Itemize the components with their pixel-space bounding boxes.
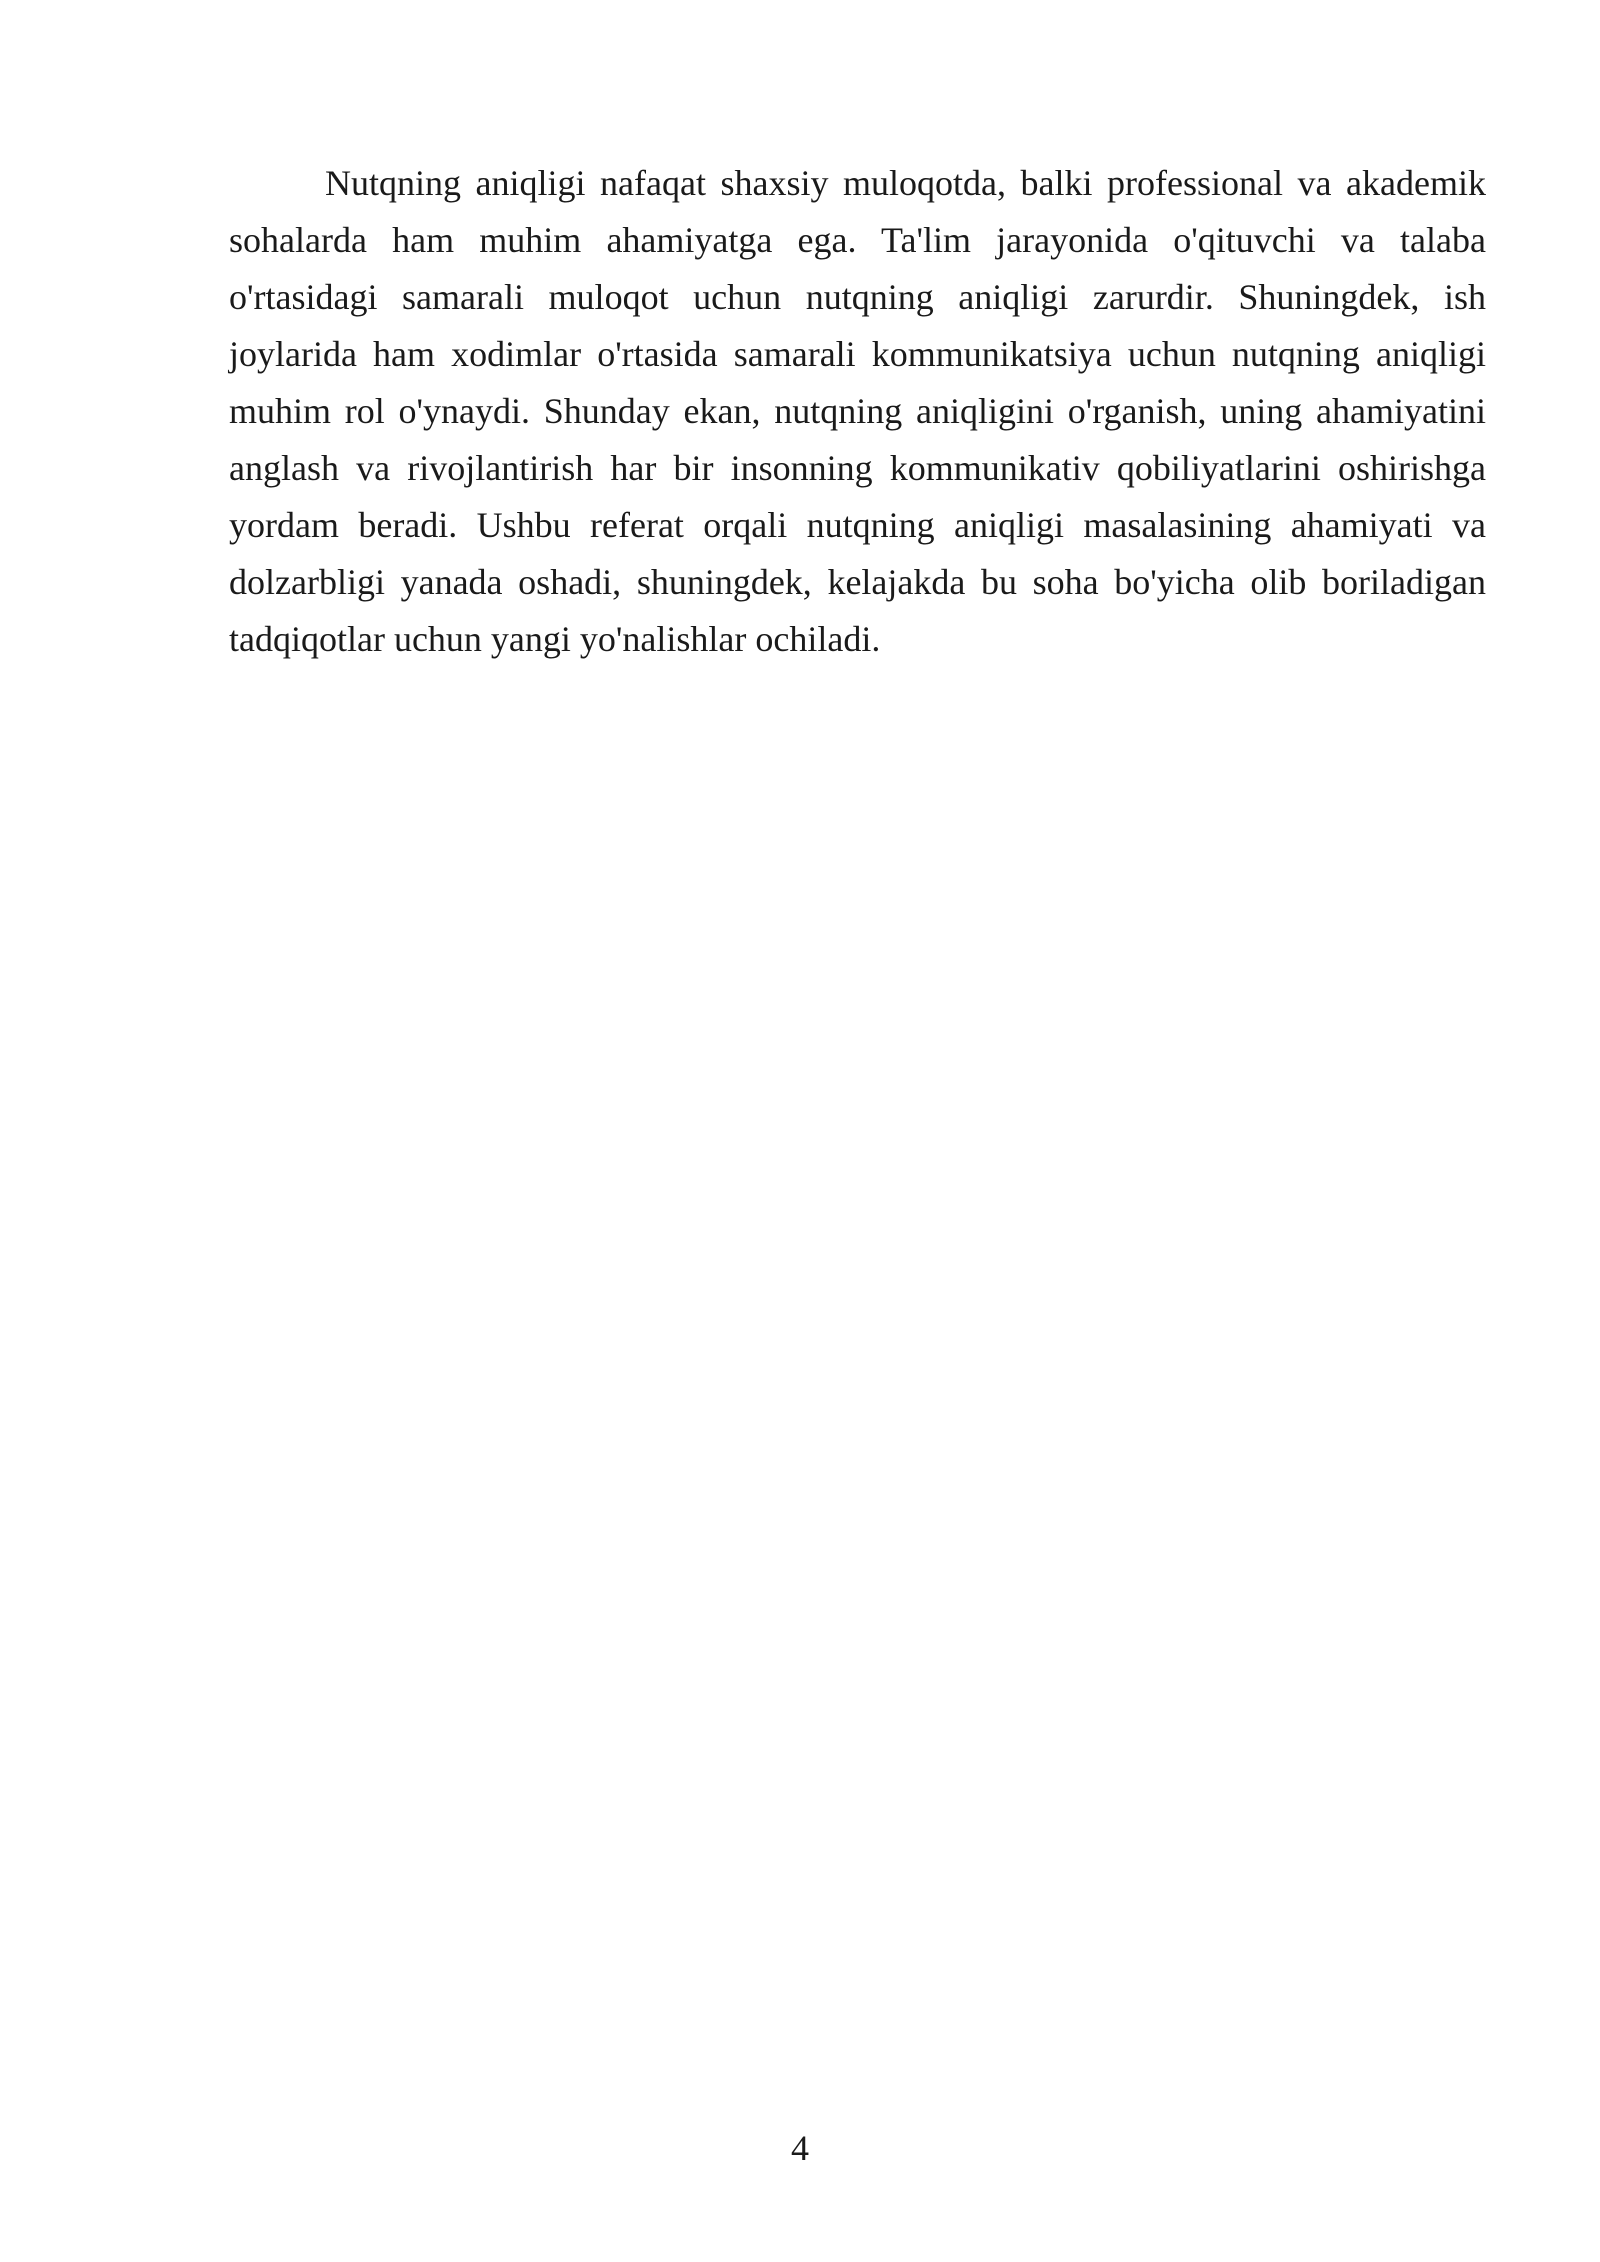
body-paragraph: Nutqning aniqligi nafaqat shaxsiy muloqotda, balki professional va akademik sohalarda ham muhim ahamiyatga ega. Ta'lim jarayonida o'qituvchi va talaba o'rtasidagi samarali muloqot uchun nutqning aniqligi zarurdir. Shuningdek, ish joylarida ham xodimlar o'rtasida samarali kommunikatsiya uchun nutqning aniqligi muhim rol o'ynaydi. Shunday ekan, nutqning aniqligini o'rganish, uning ahamiyatini anglash va rivojlantirish har bir insonning kommunikativ qobiliyatlarini oshirishga yordam beradi. Ushbu referat orqali nutqning aniqligi masalasining ahamiyati va dolzarbligi yanada oshadi, shuningdek, kelajakda bu soha bo'yicha olib boriladigan tadqiqotlar uchun yangi yo'nalishlar ochiladi. — [229, 163, 1486, 659]
page-number: 4 — [791, 2128, 809, 2168]
